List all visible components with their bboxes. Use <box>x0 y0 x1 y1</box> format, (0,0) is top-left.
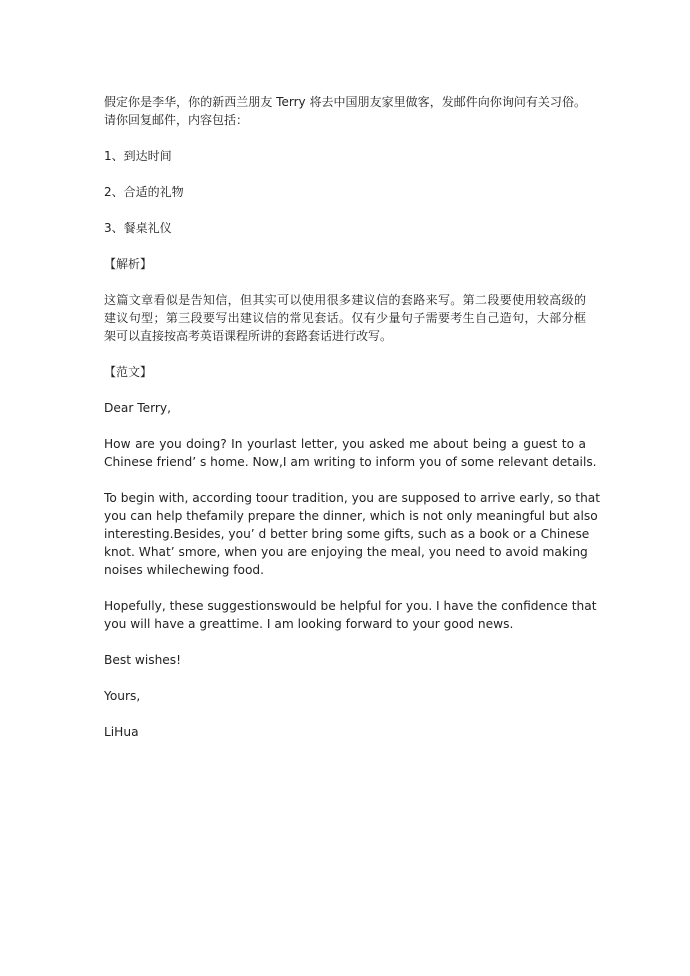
paragraph-body-1 <box>104 435 597 471</box>
text-line: knot. What’ smore, when you are enjoying the meal, you need to avoid making <box>104 545 588 559</box>
paragraph-closing <box>104 651 586 669</box>
text-line: interesting.Besides, you’ d better bring some gifts, such as a book or a Chinese <box>104 527 590 541</box>
paragraph-analysis-heading <box>104 255 586 273</box>
text-line: Best wishes! <box>104 653 182 667</box>
paragraph-body-2 <box>104 489 601 579</box>
paragraph-greeting <box>104 399 586 417</box>
text-line: you will have a greattime. I am looking forward to your good news. <box>104 617 514 631</box>
text-line: 架可以直接按高考英语课程所讲的套路套话进行改写。 <box>104 329 393 343</box>
paragraph-signature <box>104 723 586 741</box>
text-line: How are you doing? In yourlast letter, you asked me about being a guest to a <box>104 437 586 451</box>
text-line: 3、餐桌礼仪 <box>104 221 172 235</box>
text-line: 这篇文章看似是告知信，但其实可以使用很多建议信的套路来写。第二段要使用较高级的 <box>104 293 586 307</box>
text-line: LiHua <box>104 725 139 739</box>
paragraph-sample-heading <box>104 363 586 381</box>
text-line: Yours, <box>104 689 141 703</box>
text-line: 建议句型；第三段要写出建议信的常见套话。仅有少量句子需要考生自己造句，大部分框 <box>104 311 586 325</box>
paragraph-signoff <box>104 687 586 705</box>
text-line: 【解析】 <box>104 257 153 271</box>
text-line: noises whilechewing food. <box>104 563 265 577</box>
text-line: To begin with, according toour tradition, you are supposed to arrive early, so that <box>104 491 601 505</box>
text-line: Chinese friend’ s home. Now,I am writing to inform you of some relevant details. <box>104 455 597 469</box>
text-line: 2、合适的礼物 <box>104 185 184 199</box>
text-line: 【范文】 <box>104 365 153 379</box>
paragraph-item-1 <box>104 147 586 165</box>
text-line: 1、到达时间 <box>104 149 172 163</box>
document-page <box>104 93 601 759</box>
paragraph-prompt <box>104 93 586 129</box>
text-line: 请你回复邮件，内容包括： <box>104 113 249 127</box>
text-line: Hopefully, these suggestionswould be helpful for you. I have the confidence that <box>104 599 597 613</box>
paragraph-item-2 <box>104 183 586 201</box>
text-line: you can help thefamily prepare the dinner, which is not only meaningful but also <box>104 509 598 523</box>
paragraph-item-3 <box>104 219 586 237</box>
paragraph-body-3 <box>104 597 597 633</box>
text-line: 假定你是李华，你的新西兰朋友 Terry 将去中国朋友家里做客，发邮件向你询问有关习俗。 <box>104 95 586 109</box>
paragraph-analysis <box>104 291 586 345</box>
text-line: Dear Terry, <box>104 401 171 415</box>
